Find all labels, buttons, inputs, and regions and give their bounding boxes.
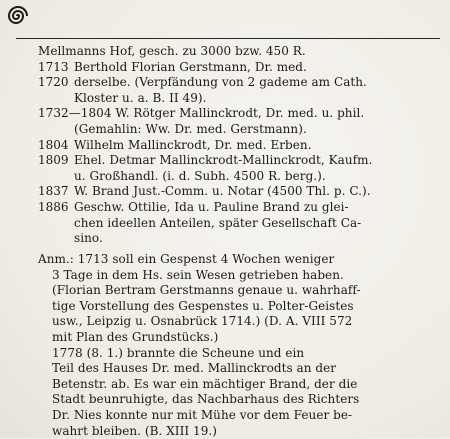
entry-1804 xyxy=(38,138,448,154)
note-line: Anm.: 1713 soll ein Gespenst 4 Wochen weniger xyxy=(38,252,335,266)
entry-year: 1886 xyxy=(38,199,69,214)
note-line: wahrt bleiben. (B. XIII 19.) xyxy=(52,423,217,438)
note-line: mit Plan des Grundstücks.) xyxy=(52,329,219,344)
note-line: 1778 (8. 1.) brannte die Scheune und ein xyxy=(52,345,305,360)
note-line: Dr. Nies konnte nur mit Mühe vor dem Feuer be- xyxy=(52,407,353,422)
entry-1837 xyxy=(38,184,448,200)
entry-text: Ehel. Detmar Mallinckrodt-Mallinckrodt, Kaufm. xyxy=(74,153,373,168)
entry-text: Wilhelm Mallinckrodt, Dr. med. Erben. xyxy=(74,137,312,152)
entry-1713 xyxy=(38,60,448,76)
entry-text: (Gemahlin: Ww. Dr. med. Gerstmann). xyxy=(74,121,307,136)
entry-text: W. Brand Just.-Comm. u. Notar (4500 Thl. p. C.). xyxy=(74,184,371,199)
note-section xyxy=(38,252,448,439)
ownership-list xyxy=(38,44,448,247)
entry-1732-1804 xyxy=(38,106,448,137)
entry-text-part: W. Rötger Mallinckrodt, Dr. med. u. phil. xyxy=(115,106,365,121)
note-line: Stadt beunruhigte, das Nachbarhaus des Richters xyxy=(52,392,360,407)
entry-year: 1713 xyxy=(38,59,69,74)
note-line: Teil des Hauses Dr. med. Mallinckrodts an der xyxy=(52,361,337,376)
entry-text: derselbe. (Verpfändung von 2 gademe am Cath. xyxy=(74,75,367,90)
note-line: tige Vorstellung des Gespenstes u. Polter-Geistes xyxy=(52,298,354,313)
entry-text: Geschw. Ottilie, Ida u. Pauline Brand zu glei- xyxy=(74,199,349,214)
entry-year: 1837 xyxy=(38,184,69,199)
entry-text xyxy=(38,106,448,122)
entry-text: Berthold Florian Gerstmann, Dr. med. xyxy=(74,59,307,74)
entry-1720 xyxy=(38,75,448,106)
note-line: 3 Tage in dem Hs. sein Wesen getrieben haben. xyxy=(52,267,344,282)
entry-text: u. Großhandl. (i. d. Subh. 4500 R. berg.). xyxy=(74,168,326,183)
header-rule xyxy=(16,38,440,39)
entry-text: chen ideellen Anteilen, später Gesellschaft Ca- xyxy=(74,215,362,230)
note-line: (Florian Bertram Gerstmanns genaue u. wahrhaff- xyxy=(52,283,361,298)
entry-text: sino. xyxy=(74,231,103,246)
entry-year: 1809 xyxy=(38,153,69,168)
entry-year: 1720 xyxy=(38,75,69,90)
entry-1809 xyxy=(38,153,448,184)
entry-year: 1732—1804 xyxy=(38,106,112,121)
spiral-ornament-icon xyxy=(6,4,30,28)
entry-year: 1804 xyxy=(38,137,69,152)
house-title: Mellmanns Hof, gesch. zu 3000 bzw. 450 R. xyxy=(38,44,306,58)
note-line: usw., Leipzig u. Osnabrück 1714.) (D. A. VIII 572 xyxy=(52,314,353,329)
entry-1886 xyxy=(38,200,448,247)
note-line: Betenstr. ab. Es war ein mächtiger Brand, der die xyxy=(52,376,358,391)
entry-text: Kloster u. a. B. II 49). xyxy=(74,90,207,105)
